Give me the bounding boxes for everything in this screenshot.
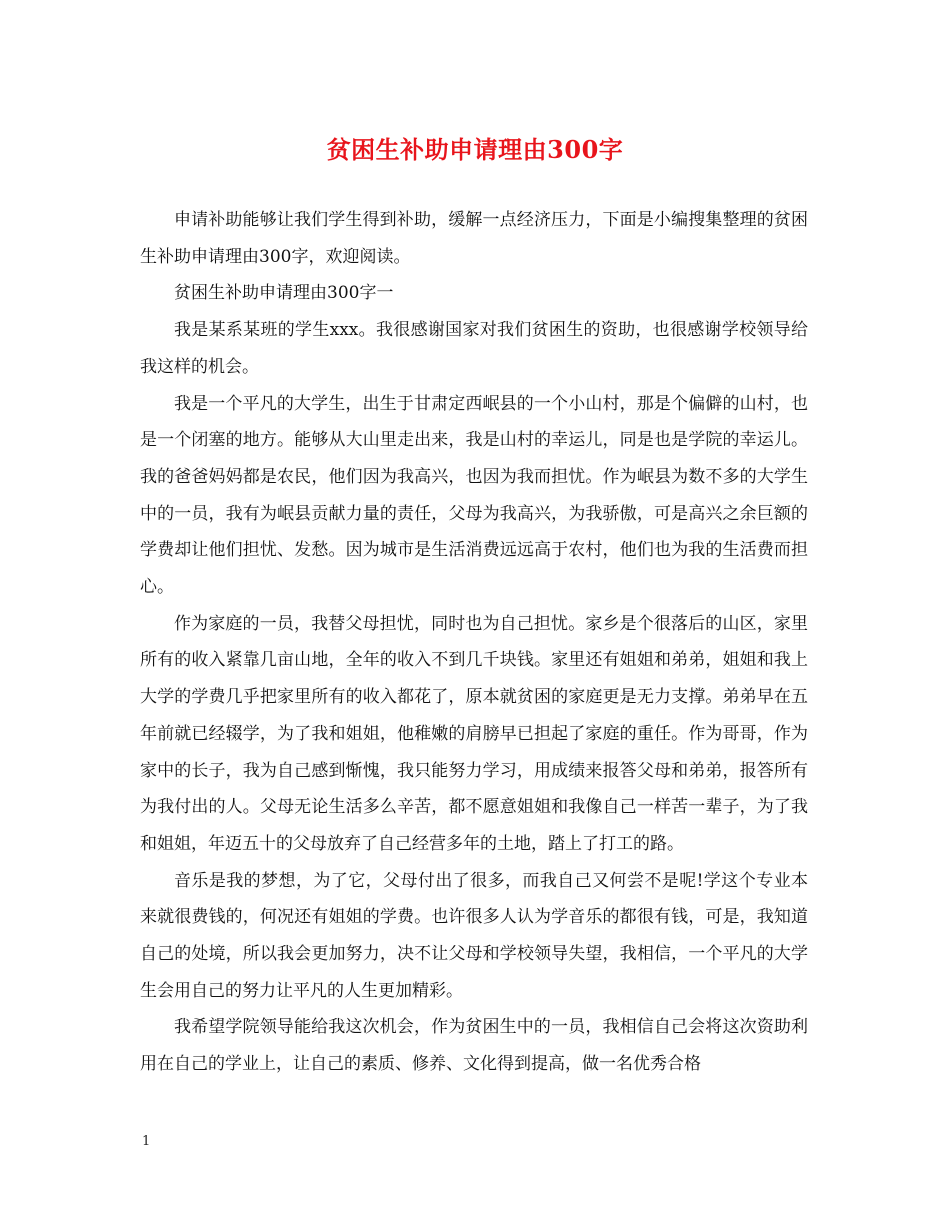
paragraph-background: 我是一个平凡的大学生，出生于甘肃定西岷县的一个小山村，那是个偏僻的山村，也是一个闭塞的地方。能够从大山里走出来，我是山村的幸运儿，同是也是学院的幸运儿。我的爸爸妈妈都是农民，他们因为我高兴，也因为我而担忧。作为岷县为数不多的大学生中的一员，我有为岷县贡献力量的责任，父母为我高兴，为我骄傲，可是高兴之余巨额的学费却让他们担忧、发愁。因为城市是生活消费远远高于农村，他们也为我的生活费而担心。 — [140, 393, 808, 598]
paragraph-intro: 申请补助能够让我们学生得到补助，缓解一点经济压力，下面是小编搜集整理的贫困生补助申请理由300字，欢迎阅读。 — [140, 210, 808, 267]
paragraph-self-introduction: 我是某系某班的学生xxx。我很感谢国家对我们贫困生的资助，也很感谢学校领导给我这样的机会。 — [140, 320, 808, 377]
document-title: 贫困生补助申请理由300字 — [326, 135, 624, 164]
document-body — [140, 202, 808, 1083]
paragraph-music-dream: 音乐是我的梦想，为了它，父母付出了很多，而我自己又何尝不是呢!学这个专业本来就很费钱的，何况还有姐姐的学费。也许很多人认为学音乐的都很有钱，可是，我知道自己的处境，所以我会更加努力，决不让父母和学校领导失望，我相信，一个平凡的大学生会用自己的努力让平凡的人生更加精彩。 — [140, 870, 808, 1001]
page-number: 1 — [142, 1134, 151, 1149]
paragraph-request: 我希望学院领导能给我这次机会，作为贫困生中的一员，我相信自己会将这次资助利用在自己的学业上，让自己的素质、修养、文化得到提高，做一名优秀合格 — [140, 1017, 808, 1075]
paragraph-family: 作为家庭的一员，我替父母担忧，同时也为自己担忧。家乡是个很落后的山区，家里所有的收入紧靠几亩山地，全年的收入不到几千块钱。家里还有姐姐和弟弟，姐姐和我上大学的学费几乎把家里所有的收入都花了，原本就贫困的家庭更是无力支撑。弟弟早在五年前就已经辍学，为了我和姐姐，他稚嫩的肩膀早已担起了家庭的重任。作为哥哥，作为家中的长子，我为自己感到惭愧，我只能努力学习，用成绩来报答父母和弟弟，报答所有为我付出的人。父母无论生活多么辛苦，都不愿意姐姐和我像自己一样苦一辈子，为了我和姐姐，年迈五十的父母放弃了自己经营多年的土地，踏上了打工的路。 — [140, 613, 808, 854]
section-heading: 贫困生补助申请理由300字一 — [174, 283, 394, 304]
